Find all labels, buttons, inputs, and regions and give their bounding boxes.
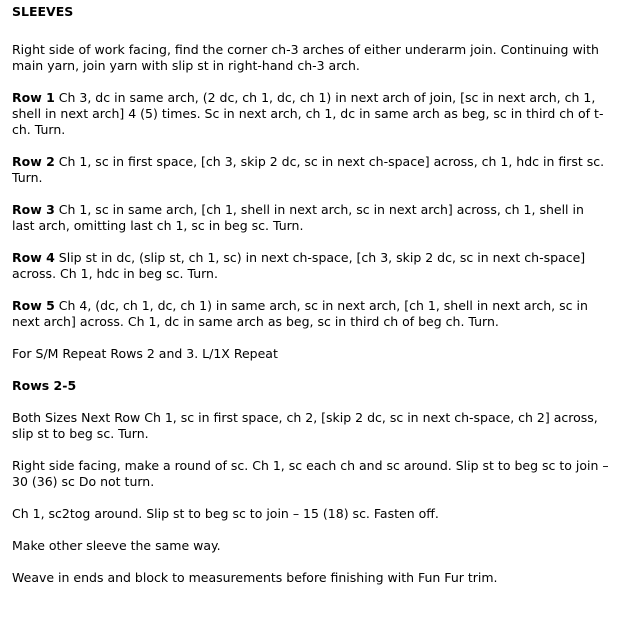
row-1-label: Row 1 [12,90,55,105]
row-5-paragraph [12,298,610,330]
rows-2-5-heading: Rows 2-5 [12,378,77,393]
row-2-label: Row 2 [12,154,55,169]
row-2-text: Ch 1, sc in first space, [ch 3, skip 2 dc, sc in next ch-space] across, ch 1, hdc in first sc. Turn. [12,154,605,185]
row-4-label: Row 4 [12,250,55,265]
row-5-label: Row 5 [12,298,55,313]
intro-paragraph: Right side of work facing, find the corner ch-3 arches of either underarm join. Continuing with main yarn, join yarn with slip st in right-hand ch-3 arch. [12,42,599,73]
row-3-text: Ch 1, sc in same arch, [ch 1, shell in next arch, sc in next arch] across, ch 1, shell in last arch, omitting last ch 1, sc in beg sc. Turn. [12,202,584,233]
row-1-text: Ch 3, dc in same arch, (2 dc, ch 1, dc, ch 1) in next arch of join, [sc in next arch, ch 1, shell in next arch] 4 (5) times. Sc in next arch, ch 1, dc in same arch as beg, sc in third ch of t-ch. Turn. [12,90,604,137]
row-3-label: Row 3 [12,202,55,217]
repeat-note: For S/M Repeat Rows 2 and 3. L/1X Repeat [12,346,278,361]
other-sleeve-paragraph: Make other sleeve the same way. [12,538,221,553]
row-1-paragraph [12,90,610,138]
row-4-text: Slip st in dc, (slip st, ch 1, sc) in next ch-space, [ch 3, skip 2 dc, sc in next ch-space] across. Ch 1, hdc in beg sc. Turn. [12,250,586,281]
page-title: SLEEVES [12,4,74,19]
document-page [0,4,610,586]
round-sc-paragraph: Right side facing, make a round of sc. Ch 1, sc each ch and sc around. Slip st to beg sc to join – 30 (36) sc Do not turn. [12,458,609,489]
row-4-paragraph [12,250,610,282]
row-2-paragraph [12,154,610,186]
row-3-paragraph [12,202,610,234]
row-5-text: Ch 4, (dc, ch 1, dc, ch 1) in same arch, sc in next arch, [ch 1, shell in next arch, sc in next arch] across. Ch 1, dc in same arch as beg, sc in third ch of beg ch. Turn. [12,298,588,329]
finish-paragraph: Weave in ends and block to measurements before finishing with Fun Fur trim. [12,570,498,585]
sc2tog-paragraph: Ch 1, sc2tog around. Slip st to beg sc to join – 15 (18) sc. Fasten off. [12,506,439,521]
both-sizes-paragraph: Both Sizes Next Row Ch 1, sc in first space, ch 2, [skip 2 dc, sc in next ch-space, ch 2] across, slip st to beg sc. Turn. [12,410,598,441]
